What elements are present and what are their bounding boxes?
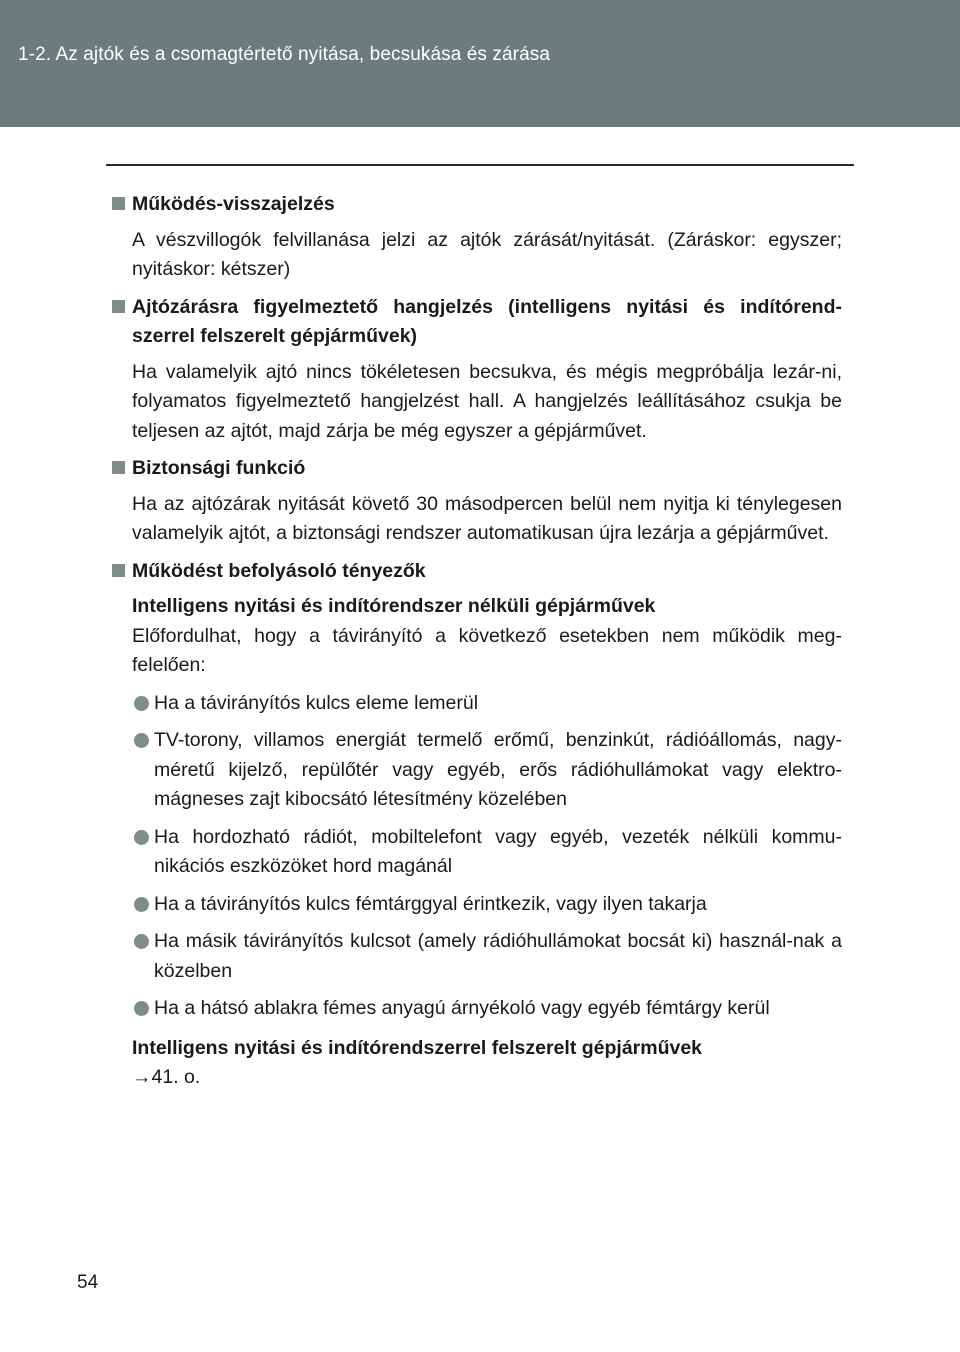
circle-bullet-icon xyxy=(134,830,149,845)
list-item xyxy=(112,726,842,815)
chapter-title: 1-2. Az ajtók és a csomagtértető nyitása, becsukása és zárása xyxy=(18,44,551,65)
list-item-text: Ha hordozható rádiót, mobiltelefont vagy egyéb, vezeték nélküli kommu-nikációs eszközöket hord magánál xyxy=(154,825,842,877)
section-paragraph: Ha az ajtózárak nyitását követő 30 másodpercen belül nem nyitja ki ténylegesen valamelyik ajtót, a biztonsági rendszer automatikusan újra lezárja a gépjárművet. xyxy=(132,492,842,544)
section-divider xyxy=(106,164,854,166)
section-paragraph: A vészvillogók felvillanása jelzi az ajtók zárását/nyitását. (Záráskor: egyszer; nyitáskor: kétszer) xyxy=(132,228,842,280)
intro-paragraph: Előfordulhat, hogy a távirányító a következő esetekben nem működik meg-felelően: xyxy=(132,624,842,676)
section-heading xyxy=(112,557,842,587)
circle-bullet-icon xyxy=(134,897,149,912)
circle-bullet-icon xyxy=(134,696,149,711)
circle-bullet-icon xyxy=(134,733,149,748)
section-heading xyxy=(112,454,842,484)
list-item-text: Ha a távirányítós kulcs fémtárggyal érintkezik, vagy ilyen takarja xyxy=(154,892,707,915)
page-content xyxy=(112,190,842,1093)
page-reference-link[interactable]: →41. o. xyxy=(132,1066,201,1088)
list-item-text: Ha a távirányítós kulcs eleme lemerül xyxy=(154,691,479,714)
list-item xyxy=(112,689,842,719)
list-item xyxy=(112,927,842,986)
section-heading-text: Működés-visszajelzés xyxy=(132,193,335,215)
section-heading xyxy=(112,190,842,220)
circle-bullet-icon xyxy=(134,934,149,949)
section-heading-text: Működést befolyásoló tényezők xyxy=(132,559,426,582)
list-item xyxy=(112,890,842,920)
page-header xyxy=(0,0,960,127)
square-bullet-icon xyxy=(112,197,125,210)
square-bullet-icon xyxy=(112,300,125,313)
section-heading-text: Biztonsági funkció xyxy=(132,457,306,479)
square-bullet-icon xyxy=(112,461,125,474)
section-heading xyxy=(112,293,842,352)
list-item xyxy=(112,994,842,1024)
subsection-heading: Intelligens nyitási és indítórendszerrel felszerelt gépjárművek xyxy=(132,1036,703,1059)
circle-bullet-icon xyxy=(134,1001,149,1016)
list-item-text: Ha másik távirányítós kulcsot (amely rádióhullámokat bocsát ki) használ-nak a közelben xyxy=(154,930,842,982)
section-paragraph: Ha valamelyik ajtó nincs tökéletesen becsukva, és mégis megpróbálja lezár-ni, folyamatos figyelmeztető hangjelzést hall. A hangjelzés leállításához csukja be teljesen az ajtót, majd zárja be még egyszer a gépjárművet. xyxy=(132,360,842,442)
subsection-heading: Intelligens nyitási és indítórendszer nélküli gépjárművek xyxy=(132,595,656,617)
list-item-text: Ha a hátsó ablakra fémes anyagú árnyékoló vagy egyéb fémtárgy kerül xyxy=(154,997,770,1019)
list-item-text: TV-torony, villamos energiát termelő erőmű, benzinkút, rádióállomás, nagy-méretű kijelző, repülőtér vagy egyéb, erős rádióhullámokat vagy elektro-mágneses zajt kibocsátó létesítmény közelében xyxy=(154,729,842,810)
list-item xyxy=(112,823,842,882)
section-heading-text: Ajtózárásra figyelmeztető hangjelzés (intelligens nyitási és indítórend-szerrel felszerelt gépjárművek) xyxy=(132,295,842,347)
page-number: 54 xyxy=(77,1272,99,1293)
square-bullet-icon xyxy=(112,564,125,577)
